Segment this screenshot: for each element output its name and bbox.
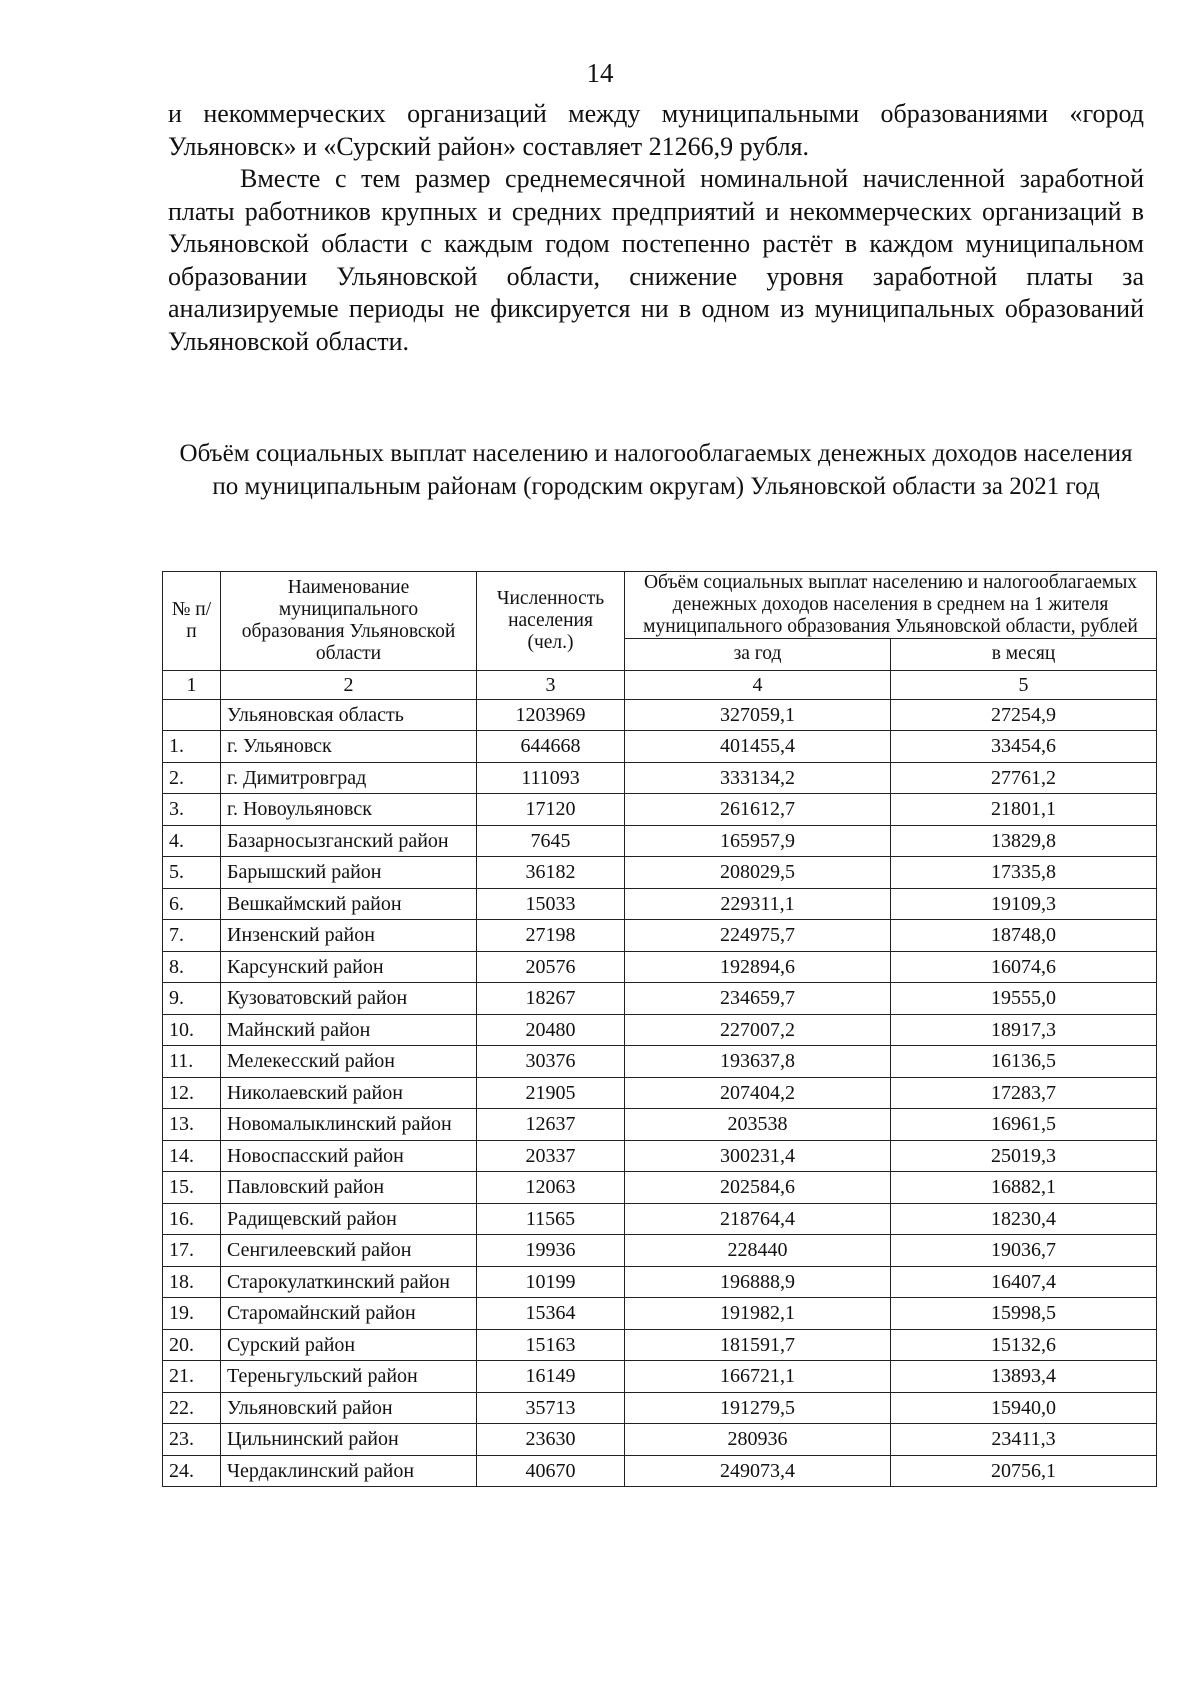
row-number: 22. bbox=[163, 1392, 221, 1424]
municipality-name: Николаевский район bbox=[221, 1077, 477, 1109]
row-number: 24. bbox=[163, 1455, 221, 1487]
population-cell: 18267 bbox=[477, 983, 625, 1015]
income-per-year-cell: 227007,2 bbox=[625, 1014, 891, 1046]
row-number: 12. bbox=[163, 1077, 221, 1109]
income-per-month-cell: 15132,6 bbox=[891, 1329, 1157, 1361]
population-cell: 17120 bbox=[477, 794, 625, 826]
income-per-year-cell: 165957,9 bbox=[625, 825, 891, 857]
income-per-month-cell: 18230,4 bbox=[891, 1203, 1157, 1235]
row-number: 9. bbox=[163, 983, 221, 1015]
table-row bbox=[163, 983, 1157, 1015]
population-cell: 644668 bbox=[477, 731, 625, 763]
table-row bbox=[163, 1361, 1157, 1393]
row-number: 5. bbox=[163, 857, 221, 889]
population-cell: 7645 bbox=[477, 825, 625, 857]
population-cell: 30376 bbox=[477, 1046, 625, 1078]
page-number: 14 bbox=[586, 58, 614, 88]
row-number: 19. bbox=[163, 1298, 221, 1330]
row-number: 21. bbox=[163, 1361, 221, 1393]
table-row bbox=[163, 951, 1157, 983]
income-per-year-cell: 300231,4 bbox=[625, 1140, 891, 1172]
income-per-year-cell: 224975,7 bbox=[625, 920, 891, 952]
municipality-name: Майнский район bbox=[221, 1014, 477, 1046]
table-row bbox=[163, 1266, 1157, 1298]
header-population: Численность населения (чел.) bbox=[477, 572, 625, 671]
income-per-year-cell: 229311,1 bbox=[625, 888, 891, 920]
header-per-year: за год bbox=[625, 639, 891, 671]
table-row bbox=[163, 794, 1157, 826]
table-row bbox=[163, 762, 1157, 794]
income-per-year-cell: 203538 bbox=[625, 1109, 891, 1141]
income-per-month-cell: 18748,0 bbox=[891, 920, 1157, 952]
income-per-month-cell: 25019,3 bbox=[891, 1140, 1157, 1172]
row-number: 6. bbox=[163, 888, 221, 920]
table-row bbox=[163, 1329, 1157, 1361]
column-number: 2 bbox=[221, 670, 477, 699]
income-per-month-cell: 18917,3 bbox=[891, 1014, 1157, 1046]
municipality-name: Старокулаткинский район bbox=[221, 1266, 477, 1298]
income-per-month-cell: 16961,5 bbox=[891, 1109, 1157, 1141]
municipality-name: Вешкаймский район bbox=[221, 888, 477, 920]
population-cell: 12063 bbox=[477, 1172, 625, 1204]
income-per-month-cell: 17335,8 bbox=[891, 857, 1157, 889]
income-per-month-cell: 33454,6 bbox=[891, 731, 1157, 763]
municipality-name: Ульяновская область bbox=[221, 699, 477, 731]
table-row bbox=[163, 1014, 1157, 1046]
municipality-name: Мелекесский район bbox=[221, 1046, 477, 1078]
population-cell: 11565 bbox=[477, 1203, 625, 1235]
income-per-month-cell: 21801,1 bbox=[891, 794, 1157, 826]
row-number: 2. bbox=[163, 762, 221, 794]
table-row bbox=[163, 1203, 1157, 1235]
table-row bbox=[163, 1172, 1157, 1204]
header-num: № п/п bbox=[163, 572, 221, 671]
income-per-month-cell: 19109,3 bbox=[891, 888, 1157, 920]
income-per-year-cell: 228440 bbox=[625, 1235, 891, 1267]
municipality-name: г. Новоульяновск bbox=[221, 794, 477, 826]
body-text bbox=[168, 98, 1144, 358]
table-row bbox=[163, 1077, 1157, 1109]
population-cell: 15163 bbox=[477, 1329, 625, 1361]
table-row bbox=[163, 1392, 1157, 1424]
population-cell: 10199 bbox=[477, 1266, 625, 1298]
population-cell: 15364 bbox=[477, 1298, 625, 1330]
income-per-year-cell: 208029,5 bbox=[625, 857, 891, 889]
population-cell: 20576 bbox=[477, 951, 625, 983]
income-table bbox=[162, 571, 1157, 1487]
column-number: 4 bbox=[625, 670, 891, 699]
income-per-year-cell: 234659,7 bbox=[625, 983, 891, 1015]
table-row bbox=[163, 1455, 1157, 1487]
municipality-name: г. Димитровград bbox=[221, 762, 477, 794]
income-per-month-cell: 16882,1 bbox=[891, 1172, 1157, 1204]
income-per-year-cell: 280936 bbox=[625, 1424, 891, 1456]
income-per-year-cell: 202584,6 bbox=[625, 1172, 891, 1204]
row-number: 18. bbox=[163, 1266, 221, 1298]
municipality-name: Карсунский район bbox=[221, 951, 477, 983]
table-row bbox=[163, 1046, 1157, 1078]
paragraph: Вместе с тем размер среднемесячной номинальной начисленной заработной платы работников крупных и средних предприятий и некоммерческих организаций в Ульяновской области с каждым годом постепенно растёт в каждом муниципальном образовании Ульяновской области, снижение уровня заработной платы за анализируемые периоды не фиксируется ни в одном из муниципальных образований Ульяновской области. bbox=[168, 164, 1144, 356]
income-per-month-cell: 19555,0 bbox=[891, 983, 1157, 1015]
header-per-month: в месяц bbox=[891, 639, 1157, 671]
row-number: 3. bbox=[163, 794, 221, 826]
income-per-month-cell: 15998,5 bbox=[891, 1298, 1157, 1330]
population-cell: 20480 bbox=[477, 1014, 625, 1046]
table-row bbox=[163, 1140, 1157, 1172]
income-per-month-cell: 17283,7 bbox=[891, 1077, 1157, 1109]
income-per-year-cell: 196888,9 bbox=[625, 1266, 891, 1298]
income-per-month-cell: 13829,8 bbox=[891, 825, 1157, 857]
row-number: 20. bbox=[163, 1329, 221, 1361]
row-number: 13. bbox=[163, 1109, 221, 1141]
table-row bbox=[163, 731, 1157, 763]
row-number: 15. bbox=[163, 1172, 221, 1204]
table-row bbox=[163, 699, 1157, 731]
header-name: Наименование муниципального образования Ульяновской области bbox=[221, 572, 477, 671]
income-per-month-cell: 16407,4 bbox=[891, 1266, 1157, 1298]
income-per-year-cell: 207404,2 bbox=[625, 1077, 891, 1109]
population-cell: 23630 bbox=[477, 1424, 625, 1456]
table-row bbox=[163, 888, 1157, 920]
income-per-year-cell: 191279,5 bbox=[625, 1392, 891, 1424]
municipality-name: Павловский район bbox=[221, 1172, 477, 1204]
table-row bbox=[163, 1235, 1157, 1267]
income-per-year-cell: 333134,2 bbox=[625, 762, 891, 794]
population-cell: 12637 bbox=[477, 1109, 625, 1141]
income-per-year-cell: 166721,1 bbox=[625, 1361, 891, 1393]
table-row bbox=[163, 825, 1157, 857]
column-number: 3 bbox=[477, 670, 625, 699]
municipality-name: Новоспасский район bbox=[221, 1140, 477, 1172]
income-per-month-cell: 27761,2 bbox=[891, 762, 1157, 794]
row-number: 17. bbox=[163, 1235, 221, 1267]
population-cell: 1203969 bbox=[477, 699, 625, 731]
row-number bbox=[163, 699, 221, 731]
income-per-month-cell: 15940,0 bbox=[891, 1392, 1157, 1424]
row-number: 1. bbox=[163, 731, 221, 763]
income-per-month-cell: 16136,5 bbox=[891, 1046, 1157, 1078]
income-per-month-cell: 20756,1 bbox=[891, 1455, 1157, 1487]
row-number: 7. bbox=[163, 920, 221, 952]
income-per-year-cell: 249073,4 bbox=[625, 1455, 891, 1487]
municipality-name: Чердаклинский район bbox=[221, 1455, 477, 1487]
municipality-name: Кузоватовский район bbox=[221, 983, 477, 1015]
population-cell: 15033 bbox=[477, 888, 625, 920]
income-per-month-cell: 16074,6 bbox=[891, 951, 1157, 983]
municipality-name: Барышский район bbox=[221, 857, 477, 889]
municipality-name: Сурский район bbox=[221, 1329, 477, 1361]
municipality-name: Базарносызганский район bbox=[221, 825, 477, 857]
row-number: 16. bbox=[163, 1203, 221, 1235]
table-row bbox=[163, 1424, 1157, 1456]
municipality-name: Сенгилеевский район bbox=[221, 1235, 477, 1267]
header-income: Объём социальных выплат населению и налогооблагаемых денежных доходов населения в среднем на 1 жителя муниципального образования Ульяновской области, рублей bbox=[625, 572, 1157, 639]
municipality-name: Инзенский район bbox=[221, 920, 477, 952]
column-number: 5 bbox=[891, 670, 1157, 699]
population-cell: 35713 bbox=[477, 1392, 625, 1424]
table-row bbox=[163, 857, 1157, 889]
income-per-month-cell: 19036,7 bbox=[891, 1235, 1157, 1267]
income-per-year-cell: 191982,1 bbox=[625, 1298, 891, 1330]
row-number: 23. bbox=[163, 1424, 221, 1456]
income-per-year-cell: 261612,7 bbox=[625, 794, 891, 826]
municipality-name: Новомалыклинский район bbox=[221, 1109, 477, 1141]
population-cell: 27198 bbox=[477, 920, 625, 952]
population-cell: 19936 bbox=[477, 1235, 625, 1267]
population-cell: 111093 bbox=[477, 762, 625, 794]
table-row bbox=[163, 920, 1157, 952]
municipality-name: Радищевский район bbox=[221, 1203, 477, 1235]
income-per-year-cell: 327059,1 bbox=[625, 699, 891, 731]
paragraph: и некоммерческих организаций между муниципальными образованиями «город Ульяновск» и «Сурский район» составляет 21266,9 рубля. bbox=[168, 99, 1144, 161]
row-number: 4. bbox=[163, 825, 221, 857]
table-row bbox=[163, 1109, 1157, 1141]
population-cell: 36182 bbox=[477, 857, 625, 889]
income-per-year-cell: 218764,4 bbox=[625, 1203, 891, 1235]
income-per-year-cell: 401455,4 bbox=[625, 731, 891, 763]
municipality-name: Старомайнский район bbox=[221, 1298, 477, 1330]
income-per-year-cell: 181591,7 bbox=[625, 1329, 891, 1361]
population-cell: 21905 bbox=[477, 1077, 625, 1109]
income-per-year-cell: 193637,8 bbox=[625, 1046, 891, 1078]
column-number: 1 bbox=[163, 670, 221, 699]
table-title: Объём социальных выплат населению и налогооблагаемых денежных доходов населения по муниципальным районам (городским округам) Ульяновской области за 2021 год bbox=[179, 440, 1133, 500]
income-per-month-cell: 13893,4 bbox=[891, 1361, 1157, 1393]
income-per-year-cell: 192894,6 bbox=[625, 951, 891, 983]
municipality-name: Цильнинский район bbox=[221, 1424, 477, 1456]
population-cell: 40670 bbox=[477, 1455, 625, 1487]
row-number: 14. bbox=[163, 1140, 221, 1172]
municipality-name: Ульяновский район bbox=[221, 1392, 477, 1424]
table-row bbox=[163, 1298, 1157, 1330]
row-number: 8. bbox=[163, 951, 221, 983]
income-per-month-cell: 23411,3 bbox=[891, 1424, 1157, 1456]
municipality-name: Тереньгульский район bbox=[221, 1361, 477, 1393]
row-number: 11. bbox=[163, 1046, 221, 1078]
income-per-month-cell: 27254,9 bbox=[891, 699, 1157, 731]
population-cell: 16149 bbox=[477, 1361, 625, 1393]
column-number-row bbox=[163, 670, 1157, 699]
municipality-name: г. Ульяновск bbox=[221, 731, 477, 763]
row-number: 10. bbox=[163, 1014, 221, 1046]
population-cell: 20337 bbox=[477, 1140, 625, 1172]
